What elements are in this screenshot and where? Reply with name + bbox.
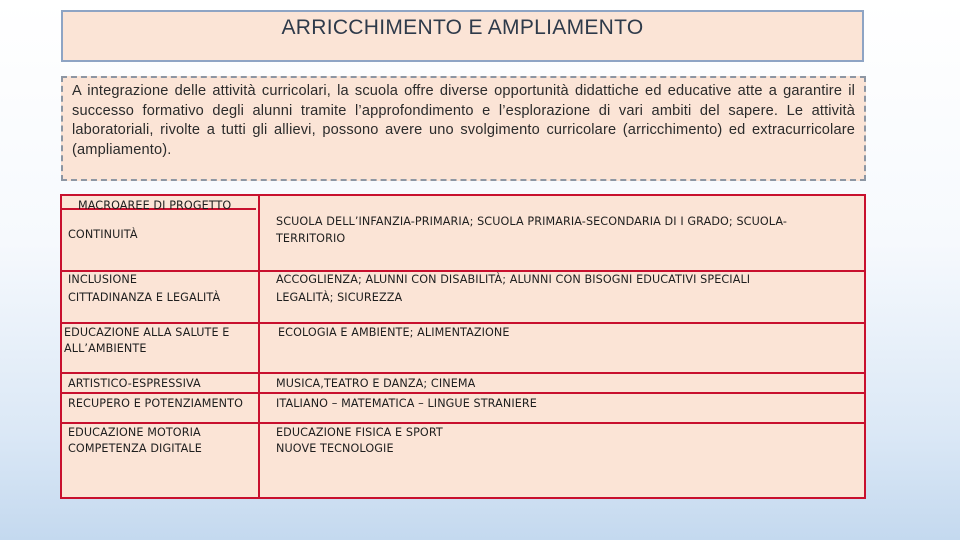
table-cell-topics: LEGALITÀ; SICUREZZA xyxy=(276,291,403,304)
table-divider xyxy=(62,372,864,374)
table-cell-area: INCLUSIONE xyxy=(68,273,137,286)
table-cell-topics: SCUOLA DELL’INFANZIA-PRIMARIA; SCUOLA PRIMARIA-SECONDARIA DI I GRADO; SCUOLA- xyxy=(276,215,788,228)
table-cell-area: COMPETENZA DIGITALE xyxy=(68,442,202,455)
intro-paragraph: A integrazione delle attività curricolari, la scuola offre diverse opportunità didattiche ed educative atte a garantire il successo formativo degli alunni tramite l’approfondimento e l’esplorazione di vari ambiti del sapere. Le attività laboratoriali, rivolte a tutti gli allievi, possono avere uno svolgimento curricolare (arricchimento) ed extracurricolare (ampliamento). xyxy=(72,83,855,158)
table-column-divider xyxy=(258,196,260,498)
table-divider xyxy=(62,322,864,324)
page-title: ARRICCHIMENTO E AMPLIAMENTO xyxy=(281,16,644,39)
table-cell-topics: NUOVE TECNOLOGIE xyxy=(276,442,394,455)
intro-box xyxy=(61,76,866,181)
table-cell-area: ALL’AMBIENTE xyxy=(64,342,147,355)
table-cell-topics: ACCOGLIENZA; ALUNNI CON DISABILITÀ; ALUNNI CON BISOGNI EDUCATIVI SPECIALI xyxy=(276,273,751,286)
table-divider xyxy=(62,422,864,424)
table-divider xyxy=(62,392,864,394)
table-cell-topics: TERRITORIO xyxy=(276,232,346,245)
table-cell-area: RECUPERO E POTENZIAMENTO xyxy=(68,397,243,410)
table-cell-topics: MUSICA,TEATRO E DANZA; CINEMA xyxy=(276,377,476,390)
table-cell-area: CITTADINANZA E LEGALITÀ xyxy=(68,291,221,304)
table-cell-area: CONTINUITÀ xyxy=(68,228,138,241)
table-header: MACROAREE DI PROGETTO xyxy=(78,199,232,212)
table-cell-area: EDUCAZIONE MOTORIA xyxy=(68,426,201,439)
title-box xyxy=(61,10,864,62)
table-cell-topics: EDUCAZIONE FISICA E SPORT xyxy=(276,426,443,439)
table-cell-topics: ECOLOGIA E AMBIENTE; ALIMENTAZIONE xyxy=(278,326,510,339)
table-cell-area: ARTISTICO-ESPRESSIVA xyxy=(68,377,201,390)
table-cell-area: EDUCAZIONE ALLA SALUTE E xyxy=(64,326,230,339)
macroareas-table xyxy=(60,194,866,499)
table-cell-topics: ITALIANO – MATEMATICA – LINGUE STRANIERE xyxy=(276,397,537,410)
